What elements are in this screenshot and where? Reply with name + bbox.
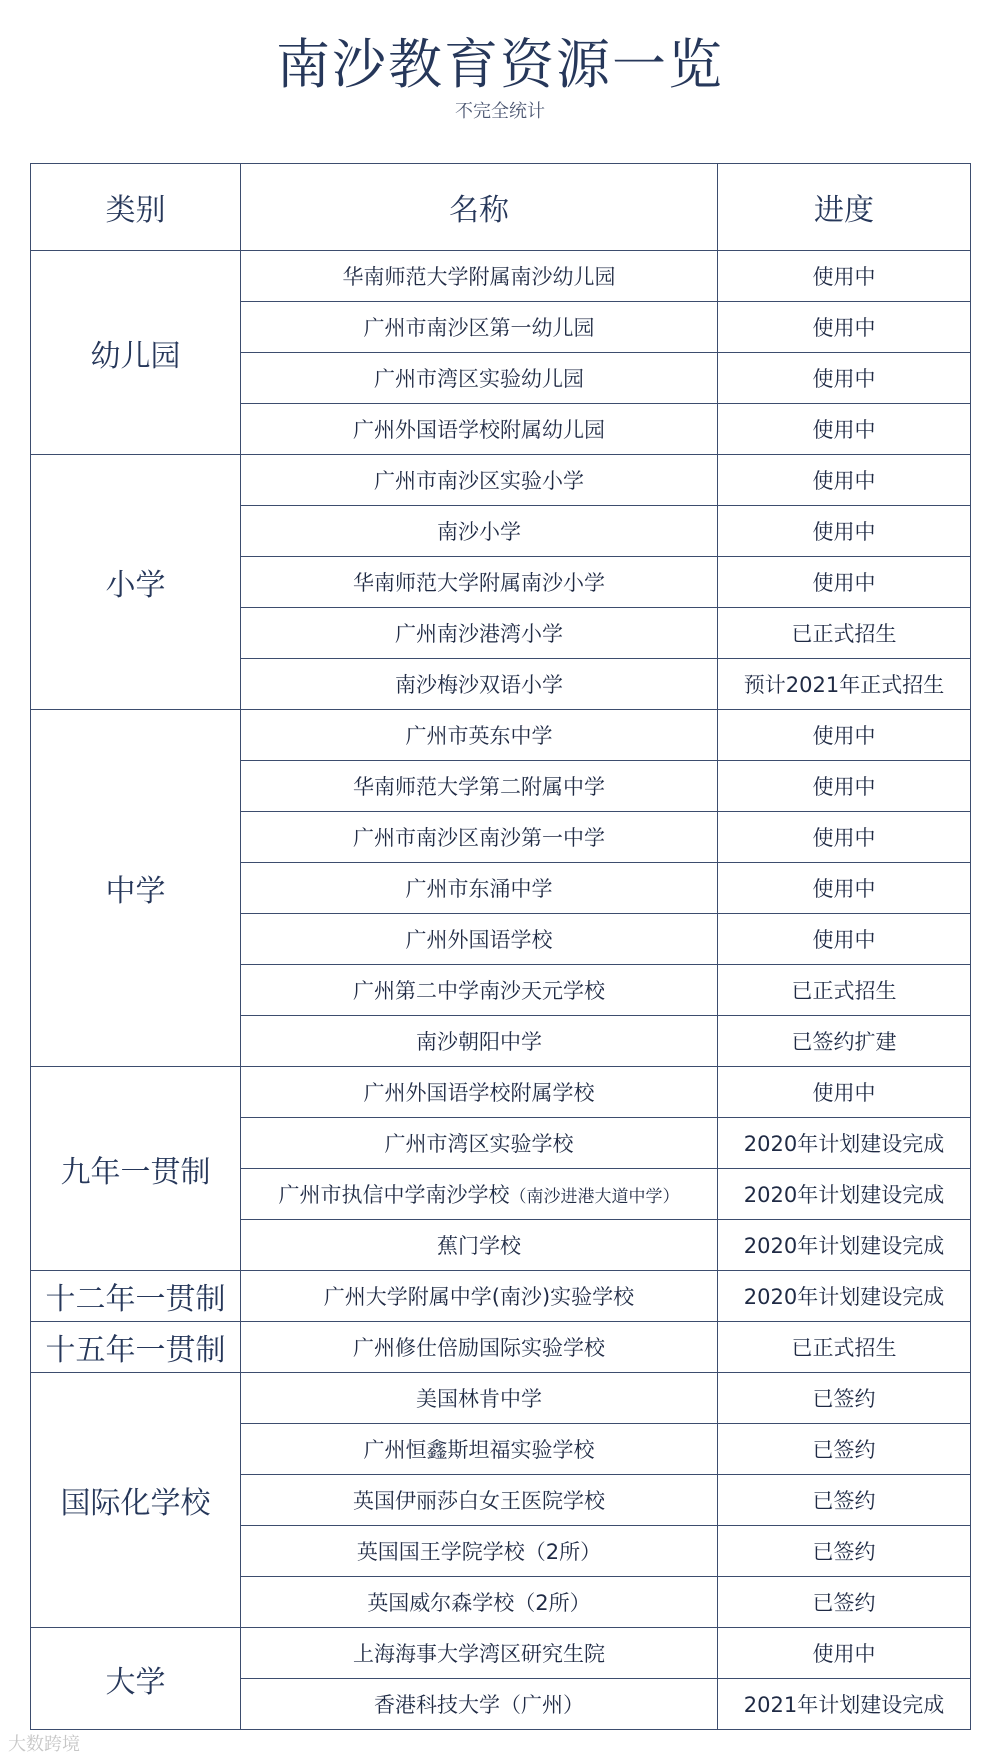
- school-name: 广州修仕倍励国际实验学校: [353, 1336, 605, 1360]
- table-row: [31, 710, 971, 761]
- table-body: [31, 251, 971, 1730]
- school-name-cell: [241, 761, 718, 812]
- school-name-cell: [241, 608, 718, 659]
- status-cell: 已签约: [718, 1424, 971, 1475]
- school-name: 英国国王学院学校（2所）: [356, 1540, 602, 1564]
- status-cell: 使用中: [718, 1628, 971, 1679]
- category-cell: 大学: [31, 1628, 241, 1730]
- school-name-cell: [241, 1271, 718, 1322]
- status-cell: 使用中: [718, 353, 971, 404]
- page-title: 南沙教育资源一览: [276, 33, 724, 96]
- table-row: [31, 251, 971, 302]
- school-name-cell: [241, 965, 718, 1016]
- category-cell: 十二年一贯制: [31, 1271, 241, 1322]
- status-cell: 已签约: [718, 1373, 971, 1424]
- category-cell: 国际化学校: [31, 1373, 241, 1628]
- status-cell: 2020年计划建设完成: [718, 1169, 971, 1220]
- status-cell: 已正式招生: [718, 965, 971, 1016]
- school-name: 广州市英东中学: [405, 724, 553, 748]
- school-name: 广州市南沙区南沙第一中学: [353, 826, 605, 850]
- school-name: 广州市执信中学南沙学校: [278, 1183, 510, 1207]
- header-status: 进度: [718, 164, 971, 251]
- school-name: 香港科技大学（广州）: [374, 1693, 584, 1717]
- table-row: [31, 1373, 971, 1424]
- table-row: [31, 1271, 971, 1322]
- school-name-cell: [241, 557, 718, 608]
- status-cell: 2020年计划建设完成: [718, 1271, 971, 1322]
- school-name: 南沙梅沙双语小学: [395, 673, 563, 697]
- school-name-cell: [241, 404, 718, 455]
- school-name-cell: [241, 1577, 718, 1628]
- school-name: 美国林肯中学: [416, 1387, 542, 1411]
- category-cell: 十五年一贯制: [31, 1322, 241, 1373]
- category-cell: 小学: [31, 455, 241, 710]
- school-name-cell: [241, 1628, 718, 1679]
- status-cell: 使用中: [718, 302, 971, 353]
- school-name: 广州市南沙区第一幼儿园: [363, 316, 595, 340]
- school-name-cell: [241, 1322, 718, 1373]
- school-name: 华南师范大学第二附属中学: [353, 775, 605, 799]
- header-category: 类别: [31, 164, 241, 251]
- school-name: 广州外国语学校附属幼儿园: [353, 418, 605, 442]
- status-cell: 已正式招生: [718, 1322, 971, 1373]
- school-name: 蕉门学校: [437, 1234, 521, 1258]
- status-cell: 使用中: [718, 251, 971, 302]
- school-name: 广州市南沙区实验小学: [374, 469, 584, 493]
- page-subtitle: 不完全统计: [455, 101, 545, 122]
- watermark: 大数跨境: [8, 1734, 80, 1755]
- category-cell: 九年一贯制: [31, 1067, 241, 1271]
- school-name: 广州市湾区实验幼儿园: [374, 367, 584, 391]
- status-cell: 使用中: [718, 863, 971, 914]
- school-name: 南沙朝阳中学: [416, 1030, 542, 1054]
- school-name-cell: [241, 1220, 718, 1271]
- school-name: 华南师范大学附属南沙小学: [353, 571, 605, 595]
- status-cell: 使用中: [718, 404, 971, 455]
- status-cell: 使用中: [718, 1067, 971, 1118]
- school-name-cell: [241, 659, 718, 710]
- school-name-cell: [241, 1016, 718, 1067]
- school-name: 广州大学附属中学(南沙)实验学校: [323, 1285, 635, 1309]
- school-name: 广州外国语学校附属学校: [363, 1081, 595, 1105]
- status-cell: 2020年计划建设完成: [718, 1118, 971, 1169]
- school-name-cell: [241, 1373, 718, 1424]
- status-cell: 已签约: [718, 1577, 971, 1628]
- status-cell: 预计2021年正式招生: [718, 659, 971, 710]
- school-name-cell: [241, 1067, 718, 1118]
- status-cell: 使用中: [718, 455, 971, 506]
- status-cell: 使用中: [718, 914, 971, 965]
- school-name: 广州市湾区实验学校: [384, 1132, 574, 1156]
- school-name: 广州第二中学南沙天元学校: [353, 979, 605, 1003]
- school-name-cell: [241, 1118, 718, 1169]
- header-name: 名称: [241, 164, 718, 251]
- status-cell: 使用中: [718, 506, 971, 557]
- school-name-cell: [241, 1424, 718, 1475]
- school-name: 广州恒鑫斯坦福实验学校: [363, 1438, 595, 1462]
- school-name-cell: [241, 1526, 718, 1577]
- school-name-cell: [241, 1679, 718, 1730]
- school-name-cell: [241, 710, 718, 761]
- school-name-cell: [241, 1475, 718, 1526]
- category-cell: 中学: [31, 710, 241, 1067]
- status-cell: 使用中: [718, 557, 971, 608]
- school-name-cell: [241, 302, 718, 353]
- school-name: 英国伊丽莎白女王医院学校: [353, 1489, 605, 1513]
- school-name: 上海海事大学湾区研究生院: [353, 1642, 605, 1666]
- category-cell: 幼儿园: [31, 251, 241, 455]
- school-name: 华南师范大学附属南沙幼儿园: [342, 265, 616, 289]
- status-cell: 使用中: [718, 761, 971, 812]
- table-row: [31, 1067, 971, 1118]
- school-name-cell: [241, 812, 718, 863]
- table-row: [31, 1322, 971, 1373]
- school-name-cell: [241, 1169, 718, 1220]
- status-cell: 已签约: [718, 1475, 971, 1526]
- school-name-cell: [241, 506, 718, 557]
- status-cell: 已签约扩建: [718, 1016, 971, 1067]
- table-row: [31, 455, 971, 506]
- school-name-cell: [241, 455, 718, 506]
- school-name-cell: [241, 353, 718, 404]
- status-cell: 2020年计划建设完成: [718, 1220, 971, 1271]
- school-name-cell: [241, 863, 718, 914]
- education-resources-table: [30, 163, 971, 1730]
- status-cell: 2021年计划建设完成: [718, 1679, 971, 1730]
- school-name: 英国威尔森学校（2所）: [367, 1591, 591, 1615]
- table-row: [31, 1628, 971, 1679]
- school-name-note: （南沙进港大道中学）: [509, 1187, 680, 1207]
- school-name: 南沙小学: [437, 520, 521, 544]
- status-cell: 使用中: [718, 812, 971, 863]
- school-name: 广州市东涌中学: [405, 877, 553, 901]
- status-cell: 已签约: [718, 1526, 971, 1577]
- status-cell: 使用中: [718, 710, 971, 761]
- school-name-cell: [241, 914, 718, 965]
- school-name: 广州外国语学校: [405, 928, 553, 952]
- status-cell: 已正式招生: [718, 608, 971, 659]
- school-name-cell: [241, 251, 718, 302]
- school-name: 广州南沙港湾小学: [395, 622, 563, 646]
- table-header-row: [31, 164, 971, 251]
